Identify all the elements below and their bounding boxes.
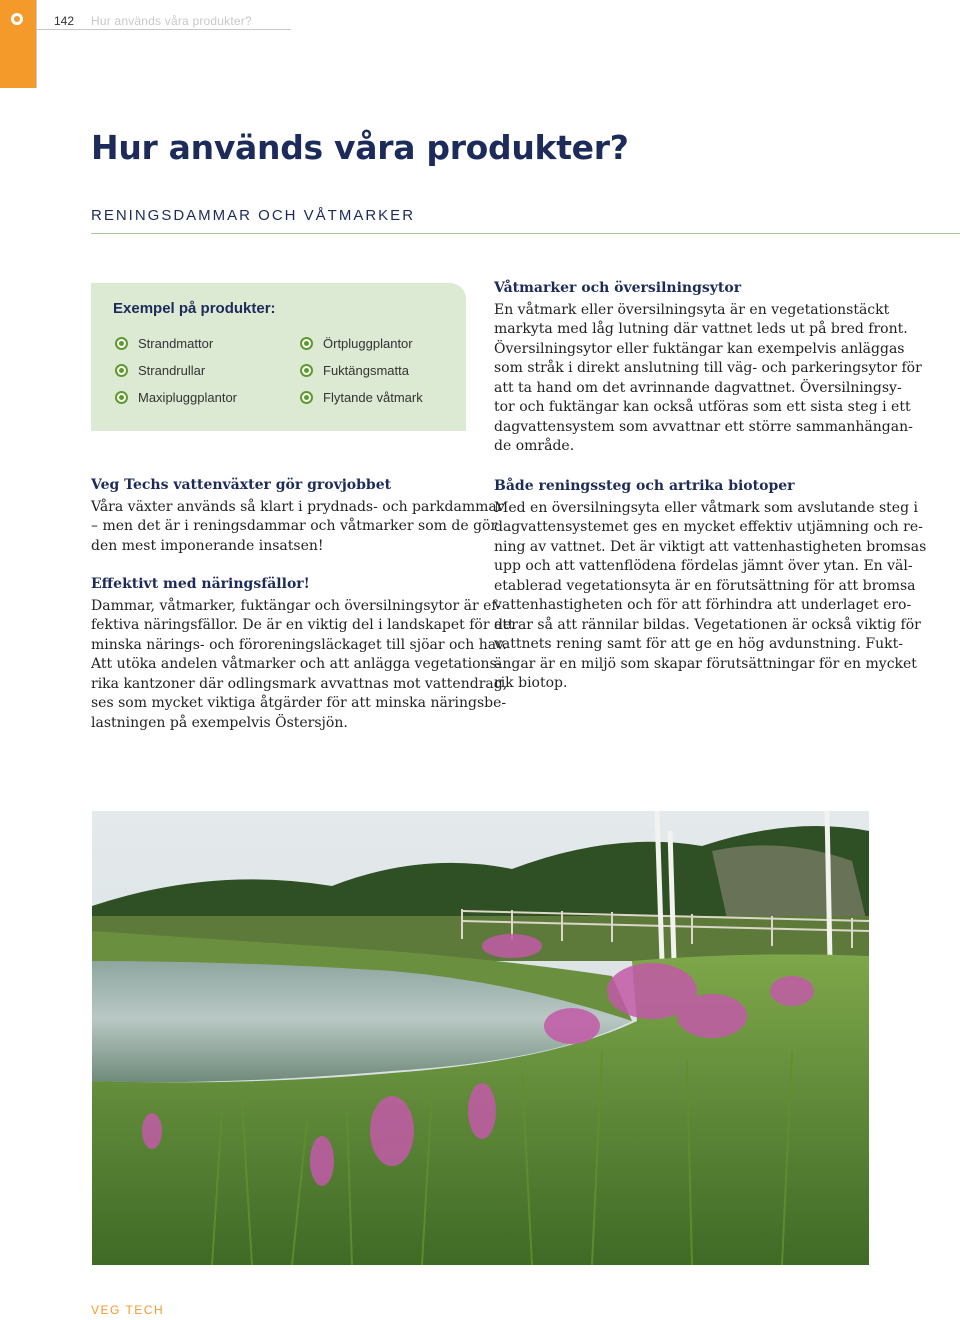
left-text-column-lower	[91, 575, 514, 733]
page-title: Hur används våra produkter?	[91, 128, 629, 167]
page-number: 142	[54, 14, 75, 28]
right-text-column-lower	[494, 477, 927, 694]
bullet-icon	[300, 337, 313, 350]
chapter-tab	[0, 0, 37, 88]
heading-naringsfallor: Effektivt med näringsfällor!	[91, 576, 310, 592]
right-text-column	[494, 279, 922, 457]
left-text-column	[91, 476, 504, 556]
paragraph: Våra växter används så klart i prydnads- och parkdammar – men det är i reningsdammar och våtmarker som de gör den mest imponerande insatsen!	[91, 498, 504, 554]
example-products-box	[91, 283, 466, 431]
example-products-title: Exempel på produkter:	[113, 300, 276, 317]
wetland-photo	[92, 811, 869, 1265]
list-item: Strandrullar	[115, 363, 205, 378]
header-rule	[36, 29, 291, 30]
heading-vatmarker: Våtmarker och översilningsytor	[494, 280, 742, 296]
paragraph: En våtmark eller översilningsyta är en vegetationstäckt markyta med låg lutning där vattnet leds ut på bred front. Översilningsytor eller fuktängar kan exempelvis anläggas som stråk i direkt anslutning till väg- och parkeringsytor för att ta hand om det avrinnande dagvattnet. Översilningsy- tor och fuktängar kan också utföras som ett sista steg i ett dagvattensystem som avvattnar ett större sammanhängan- de område.	[494, 301, 922, 454]
bullet-icon	[115, 337, 128, 350]
list-item: Strandmattor	[115, 336, 213, 351]
footer-brand: VEG TECH	[91, 1303, 165, 1317]
bullet-icon	[115, 364, 128, 377]
bullet-icon	[300, 391, 313, 404]
list-item: Maxipluggplantor	[115, 390, 237, 405]
bullet-icon	[115, 391, 128, 404]
list-item: Flytande våtmark	[300, 390, 423, 405]
section-label: RENINGSDAMMAR OCH VÅTMARKER	[91, 207, 416, 224]
heading-grovjobbet: Veg Techs vattenväxter gör grovjobbet	[91, 477, 392, 493]
section-rule	[91, 233, 960, 234]
heading-biotoper: Både reningssteg och artrika biotoper	[494, 478, 795, 494]
paragraph: Dammar, våtmarker, fuktängar och översilningsytor är ef- fektiva näringsfällor. De är en viktig del i landskapet för att minska närings- och föroreningsläckaget till sjöar och hav. Att utöka andelen våtmarker och att anlägga vegetations- rika kantzoner där odlingsmark avvattnas mot vattendrag, ses som mycket viktiga åtgärder för att minska näringsbe- lastningen på exempelvis Östersjön.	[91, 597, 514, 731]
paragraph: Med en översilningsyta eller våtmark som avslutande steg i dagvattensystemet ges en mycket effektiv utjämning och re- ning av vattnet. Det är viktigt att vattenhastigheten bromsas upp och att vattenflödena fördelas jämnt över ytan. En väl- etablerad vegetationsyta är en förutsättning för att bromsa vattenhastigheten och för att förhindra att underlaget ero- derar så att rännilar bildas. Vegetationen är också viktig för vattnets rening samt för att ge en hög avdunstning. Fukt- ängar är en miljö som skapar förutsättningar för en mycket rik biotop.	[494, 499, 927, 691]
running-head: Hur används våra produkter?	[91, 14, 252, 28]
list-item: Fuktängsmatta	[300, 363, 409, 378]
circle-bullet-icon	[11, 13, 23, 25]
bullet-icon	[300, 364, 313, 377]
list-item: Örtpluggplantor	[300, 336, 413, 351]
